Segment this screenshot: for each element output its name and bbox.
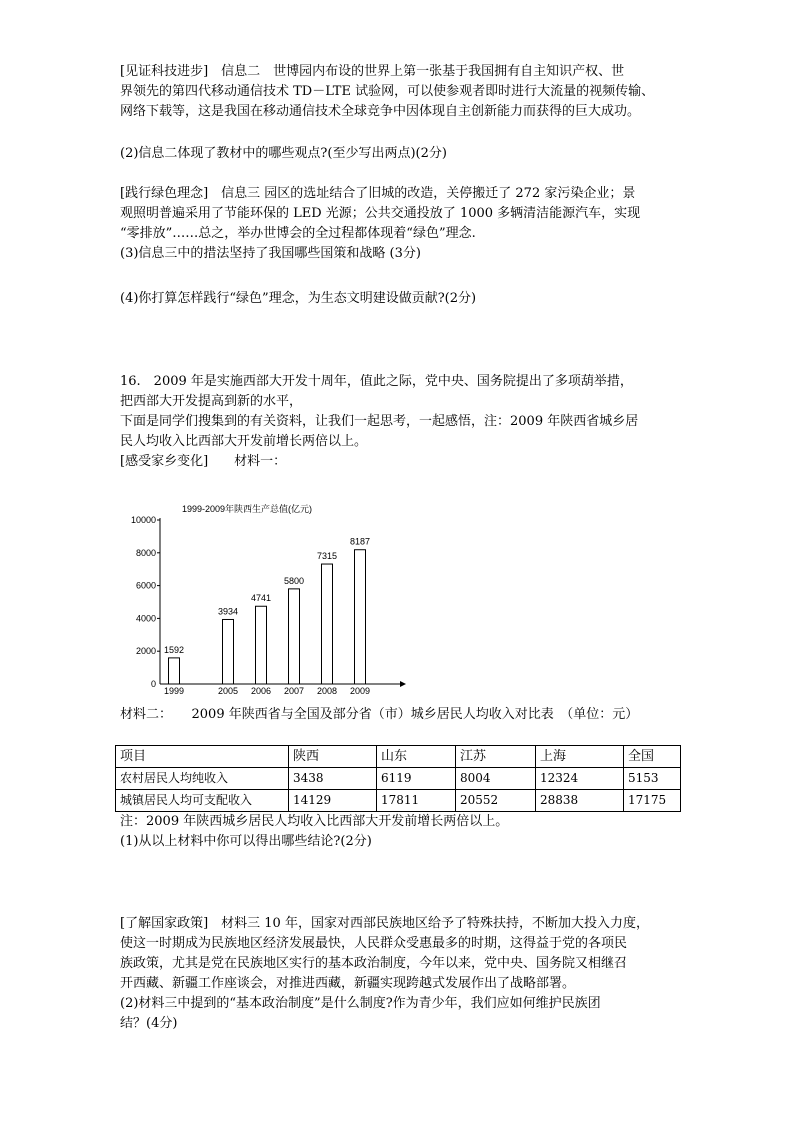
paragraph-line: 民人均收入比西部大开发前增长两倍以上。 (120, 434, 368, 449)
question-2-policy: 结？(4分) (120, 1016, 178, 1031)
question-2-policy: (2)材料三中提到的“基本政治制度”是什么制度?作为青少年，我们应如何维护民族团 (120, 996, 601, 1011)
table-cell: 17811 (377, 790, 456, 812)
table-cell: 28838 (536, 790, 624, 812)
data-label: 5800 (283, 575, 305, 586)
section-green-concept (120, 184, 700, 264)
table-row (116, 790, 681, 812)
table-cell: 20552 (456, 790, 536, 812)
table-header-cell: 山东 (377, 746, 456, 768)
paragraph-line: 界领先的第四代移动通信技术 TD－LTE 试验网，可以使参观者即时进行大流量的视频传输、 (120, 84, 655, 99)
y-tick-label: 8000 (135, 547, 156, 558)
question-4: (4)你打算怎样践行“绿色”理念，为生态文明建设做贡献?(2分) (120, 291, 477, 306)
table-cell: 6119 (377, 768, 456, 790)
x-tick-label: 2009 (349, 686, 371, 696)
paragraph-line: 16. 2009 年是实施西部大开发十周年，值此之际，党中央、国务院提出了多项葫举措， (120, 374, 633, 389)
question-1: (1)从以上材料中你可以得出哪些结论?(2分) (120, 834, 372, 849)
question-2: (2)信息二体现了教材中的哪些观点?(至少写出两点)(2分) (120, 146, 447, 161)
data-label: 8187 (349, 536, 371, 547)
x-tick-label: 2005 (217, 686, 239, 696)
x-tick-label: 2007 (283, 686, 305, 696)
table-header-cell: 项目 (116, 746, 289, 768)
x-tick-label: 2008 (316, 686, 338, 696)
paragraph-line: 网络下载等，这是我国在移动通信技术全球竞争中因体现自主创新能力而获得的巨大成功。 (120, 104, 641, 119)
data-label: 1592 (163, 644, 185, 655)
table-cell: 5153 (624, 768, 681, 790)
table-cell: 3438 (289, 768, 377, 790)
paragraph-line: 使这一时期成为民族地区经济发展最快，人民群众受惠最多的时期，这得益于党的各项民 (120, 936, 628, 951)
data-label: 7315 (316, 551, 338, 562)
x-tick-label: 1999 (163, 686, 185, 696)
y-tick-label: 2000 (135, 646, 156, 657)
bar (355, 550, 366, 684)
y-tick-label: 6000 (135, 580, 156, 591)
paragraph-line: 开西藏、新疆工作座谈会，对推进西藏，新疆实现跨越式发展作出了战略部署。 (120, 976, 576, 991)
table-header-cell: 全国 (624, 746, 681, 768)
paragraph-line: [践行绿色理念] 信息三 园区的选址结合了旧城的改造，关停搬迁了 272 家污染企业；景 (120, 186, 636, 201)
material-2-note: 注：2009 年陕西城乡居民人均收入比西部大开发前增长两倍以上。 (1)从以上材料中你可以得出哪些结论?(2分) (120, 812, 700, 852)
material-2-title: 材料二： 2009 年陕西省与全国及部分省（市）城乡居民人均收入对比表 （单位：元） (120, 707, 639, 722)
table-cell: 17175 (624, 790, 681, 812)
table-cell: 12324 (536, 768, 624, 790)
table-cell: 14129 (289, 790, 377, 812)
bar (169, 658, 180, 684)
paragraph-line: 族政策，尤其是党在民族地区实行的基本政治制度，今年以来，党中央、国务院又相继召 (120, 956, 628, 971)
table-header-cell: 陕西 (289, 746, 377, 768)
table-header-row (116, 746, 681, 768)
chart-title: 1999-2009年陕西生产总值(亿元) (182, 504, 313, 514)
paragraph-line: 把西部大开发提高到新的水平， (120, 394, 303, 409)
section-national-policy (120, 914, 700, 1034)
x-axis-arrow (400, 681, 406, 687)
bar (289, 589, 300, 684)
bar (223, 619, 234, 684)
paragraph-line: “零排放”……总之，举办世博会的全过程都体现着“绿色”理念. (120, 226, 476, 241)
material-1-label: [感受家乡变化] 材料一： (120, 454, 287, 469)
table-header-cell: 上海 (536, 746, 624, 768)
table-header-cell: 江苏 (456, 746, 536, 768)
table-cell: 8004 (456, 768, 536, 790)
paragraph-line: [见证科技进步] 信息二 世博园内布设的世界上第一张基于我国拥有自主知识产权、世 (120, 64, 625, 79)
chart-canvas (120, 498, 420, 698)
paragraph-line: 下面是同学们搜集到的有关资料，让我们一起思考，一起感悟，注：2009 年陕西省城乡居 (120, 414, 639, 429)
section-question-16 (120, 372, 700, 472)
bar (256, 606, 267, 684)
table-cell: 城镇居民人均可支配收入 (116, 790, 289, 812)
table-cell: 农村居民人均纯收入 (116, 768, 289, 790)
paragraph-line: 观照明普遍采用了节能环保的 LED 光源；公共交通投放了 1000 多辆清洁能源汽车，实现 (120, 206, 641, 221)
x-tick-label: 2006 (250, 686, 272, 696)
question-3: (3)信息三中的措法坚持了我国哪些国策和战略 (3分) (120, 246, 421, 261)
table-row (116, 768, 681, 790)
data-label: 3934 (217, 606, 239, 617)
section-science-progress (120, 62, 700, 122)
income-table (115, 745, 681, 812)
y-tick-label: 4000 (135, 613, 156, 624)
paragraph-line: [了解国家政策] 材料三 10 年，国家对西部民族地区给予了特殊扶持，不断加大投入力度， (120, 916, 649, 931)
y-tick-label: 10000 (130, 515, 156, 525)
data-label: 4741 (250, 593, 272, 604)
y-tick-label: 0 (150, 679, 156, 689)
gdp-bar-chart (120, 498, 420, 698)
bar (322, 564, 333, 684)
